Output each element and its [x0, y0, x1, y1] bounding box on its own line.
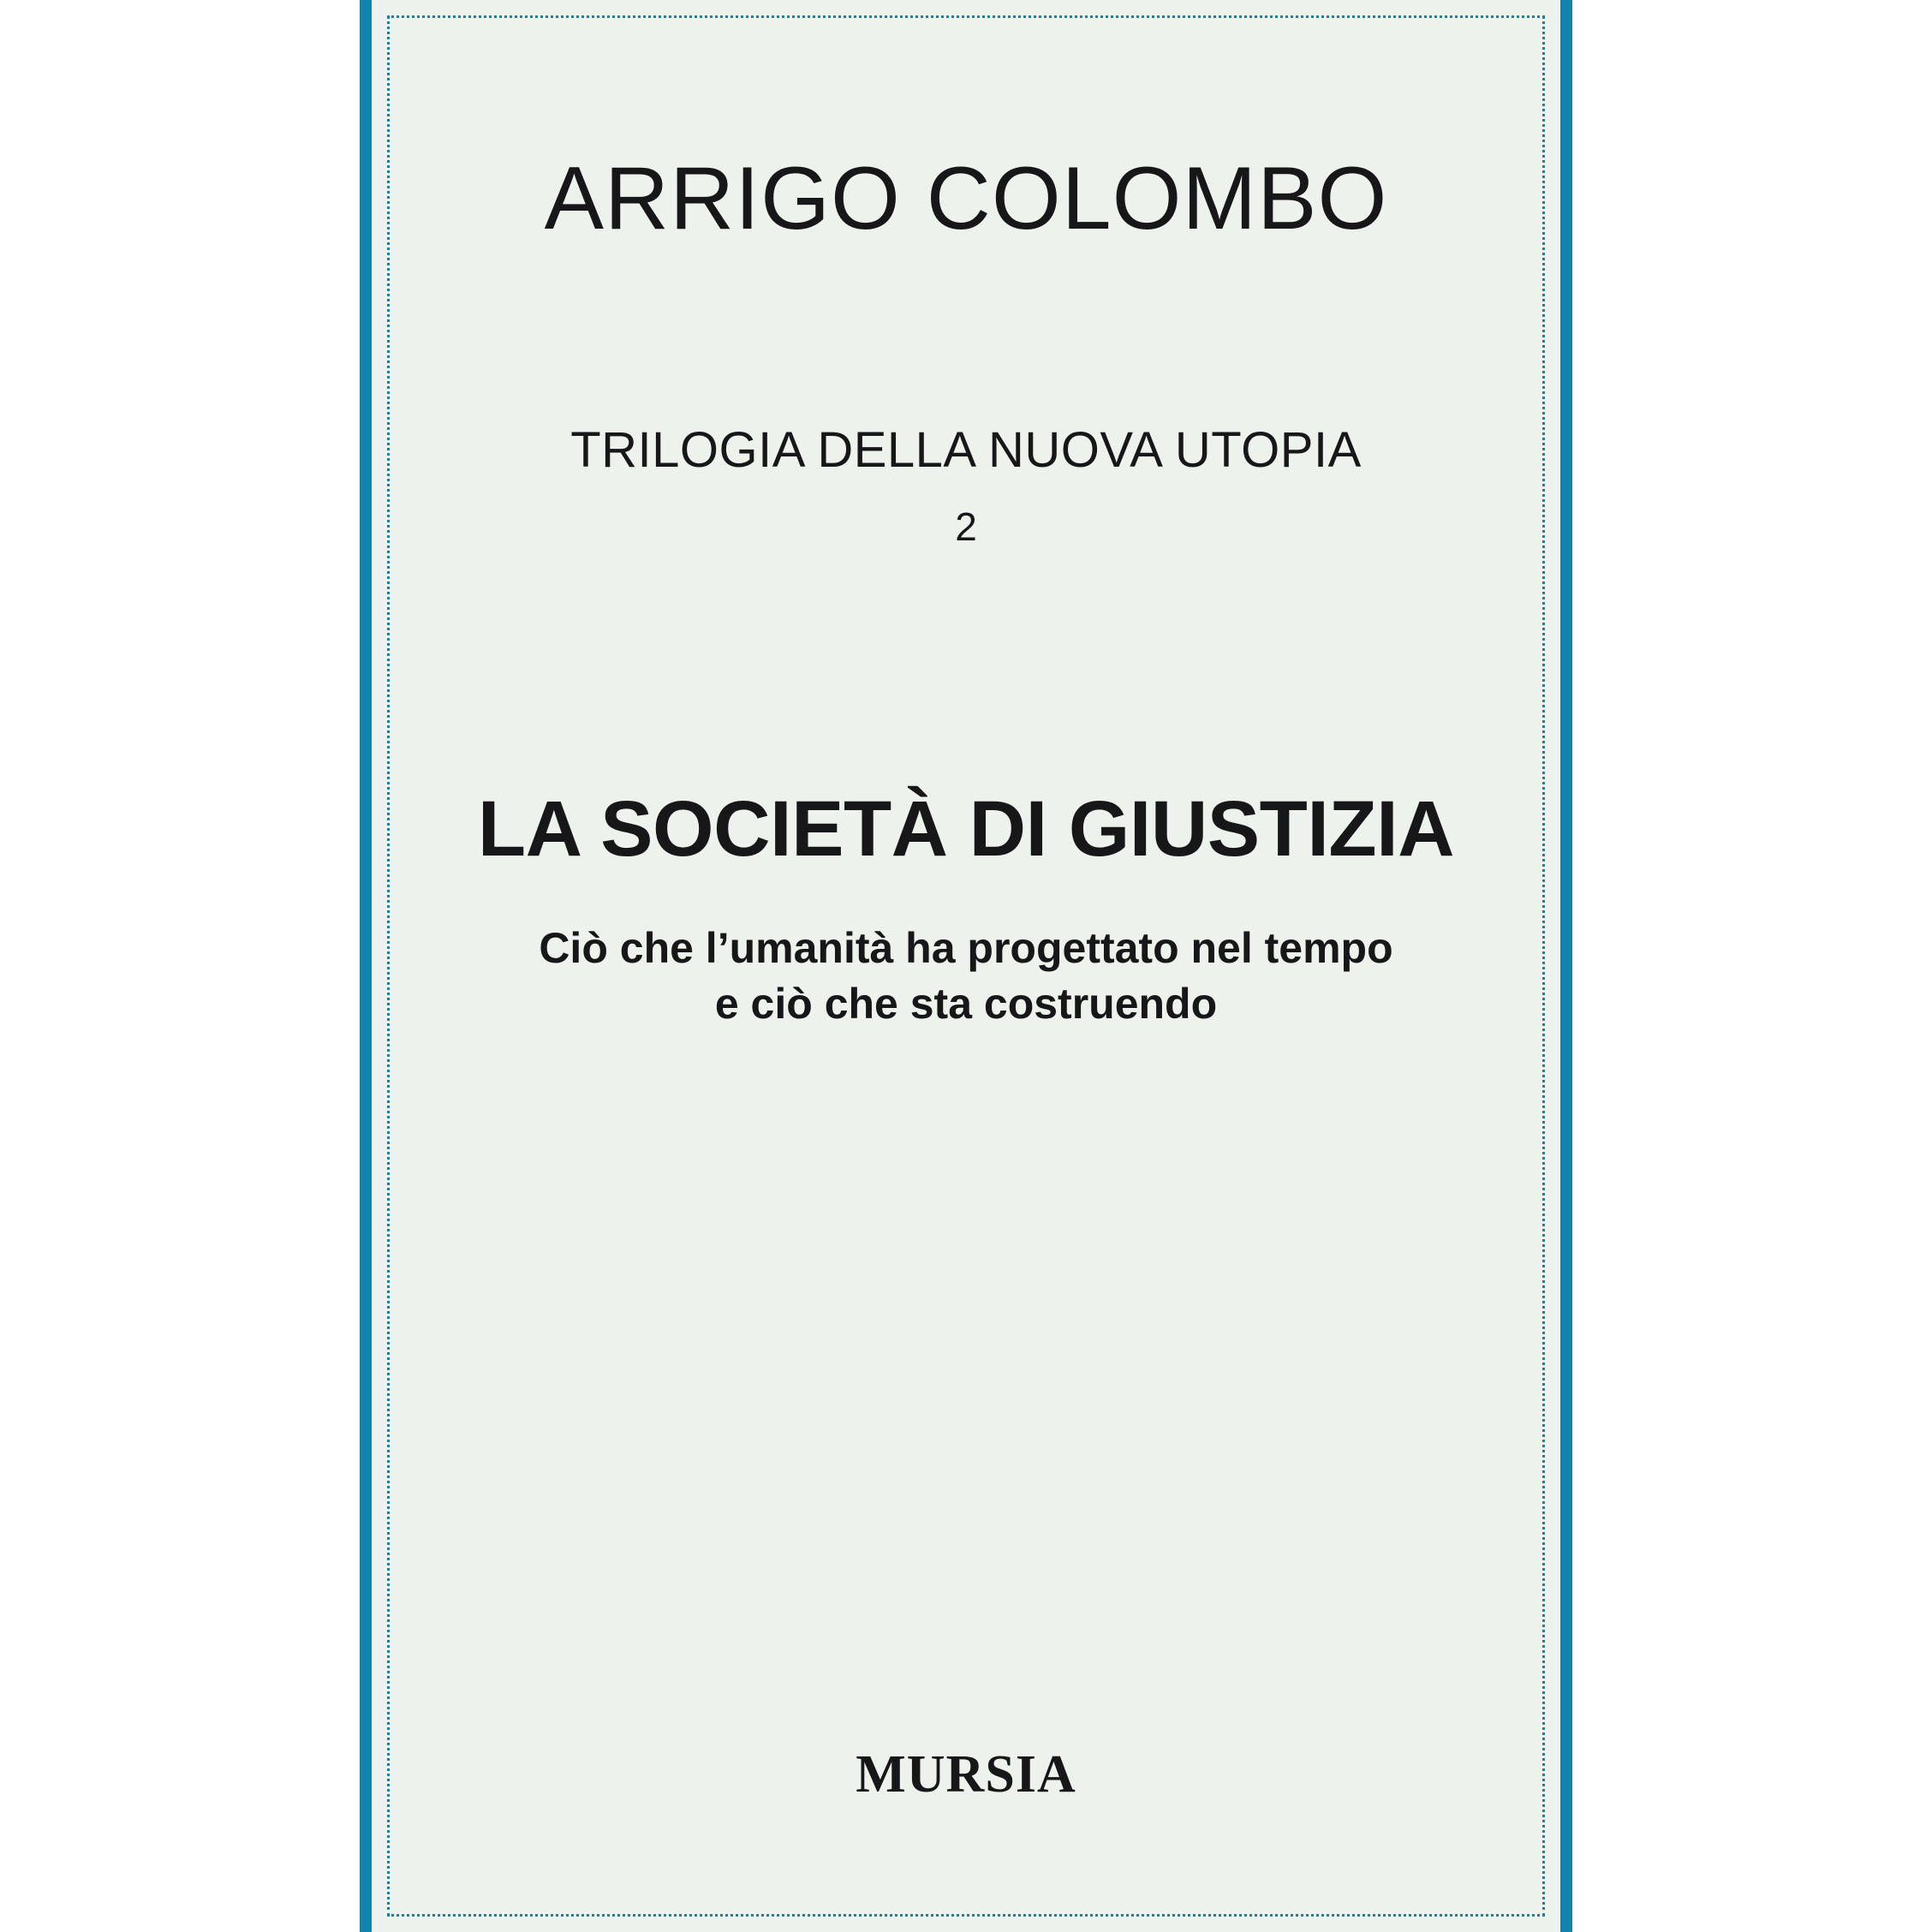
book-subtitle — [372, 921, 1560, 1032]
subtitle-line-1: Ciò che l’umanità ha progettato nel tempo — [539, 924, 1393, 972]
book-title: LA SOCIETÀ DI GIUSTIZIA — [477, 785, 1455, 873]
series-number: 2 — [955, 504, 977, 549]
author-name: ARRIGO COLOMBO — [544, 149, 1388, 248]
subtitle-line-2: e ciò che sta costruendo — [714, 980, 1218, 1028]
publisher-logo: MURSIA — [856, 1745, 1076, 1804]
series-title: TRILOGIA DELLA NUOVA UTOPIA — [570, 422, 1362, 478]
book-cover — [360, 0, 1572, 1932]
cover-content — [372, 0, 1560, 1932]
